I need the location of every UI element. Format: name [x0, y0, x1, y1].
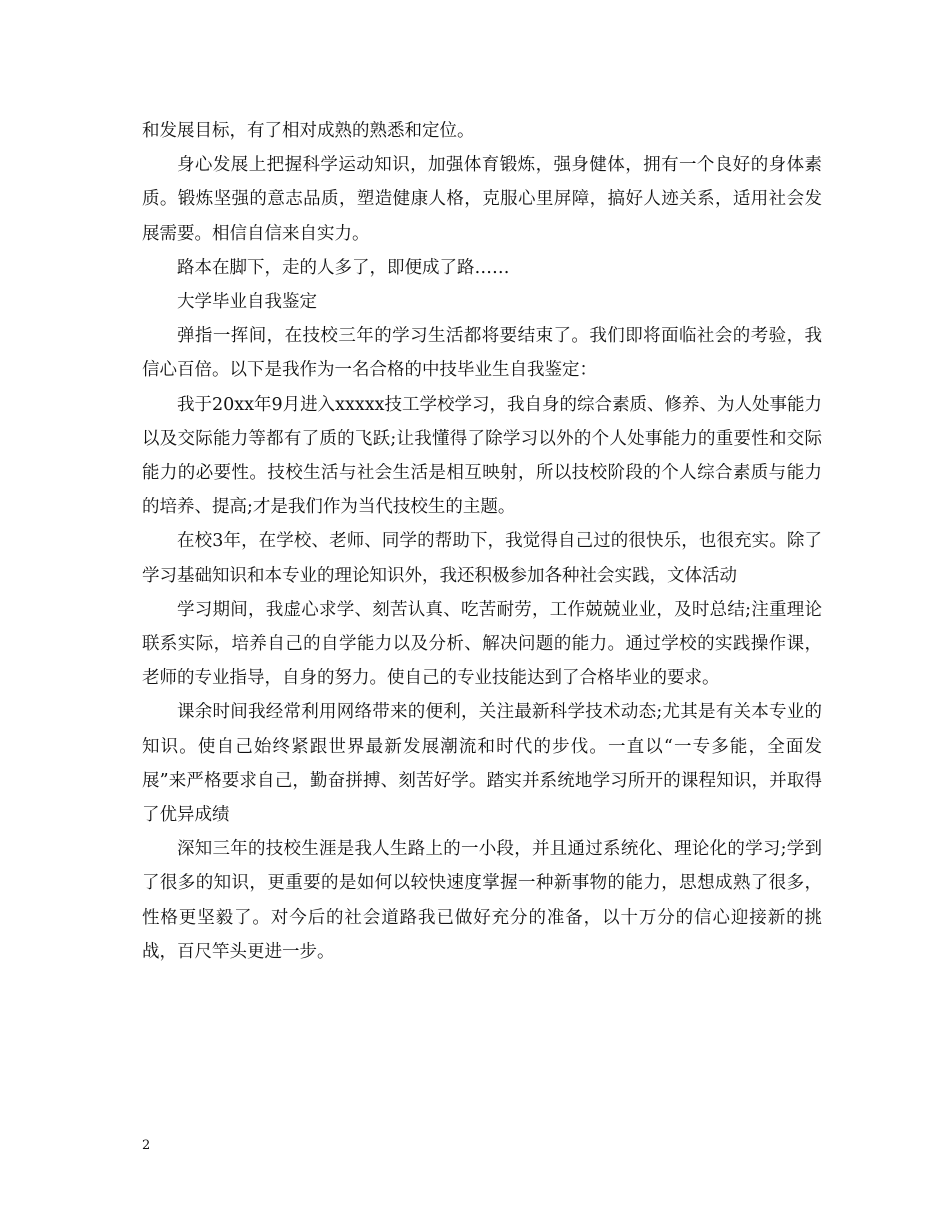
page-number: 2: [142, 1138, 151, 1153]
paragraph-1: 和发展目标，有了相对成熟的熟悉和定位。: [142, 121, 475, 141]
paragraph-10: 深知三年的技校生涯是我人生路上的一小段，并且通过系统化、理论化的学习;学到了很多的知识，更重要的是如何以较快速度掌握一种新事物的能力，思想成熟了很多，性格更坚毅了。对今后的社会道路我已做好充分的准备，以十万分的信心迎接新的挑战，百尺竿头更进一步。: [142, 839, 822, 962]
paragraph-7: 在校3年，在学校、老师、同学的帮助下，我觉得自己过的很快乐，也很充实。除了学习基础知识和本专业的理论知识外，我还积极参加各种社会实践，文体活动: [142, 531, 822, 586]
paragraph-9: 课余时间我经常利用网络带来的便利，关注最新科学技术动态;尤其是有关本专业的知识。使自己始终紧跟世界最新发展潮流和时代的步伐。一直以“一专多能，全面发展”来严格要求自己，勤奋拼搏、刻苦好学。踏实并系统地学习所开的课程知识，并取得了优异成绩: [142, 702, 822, 826]
paragraph-3: 路本在脚下，走的人多了，即便成了路……: [177, 257, 510, 278]
document-body: [142, 114, 822, 969]
paragraph-2: 身心发展上把握科学运动知识，加强体育锻炼，强身健体，拥有一个良好的身体素质。锻炼坚强的意志品质，塑造健康人格，克服心里屏障，搞好人迹关系，适用社会发展需要。相信自信来自实力。: [142, 155, 822, 244]
paragraph-6: 我于20xx年9月进入xxxxx技工学校学习，我自身的综合素质、修养、为人处事能力以及交际能力等都有了质的飞跃;让我懂得了除学习以外的个人处事能力的重要性和交际能力的必要性。技校生活与社会生活是相互映射，所以技校阶段的个人综合素质与能力的培养、提高;才是我们作为当代技校生的主题。: [142, 394, 822, 518]
paragraph-5: 弹指一挥间，在技校三年的学习生活都将要结束了。我们即将面临社会的考验，我信心百倍。以下是我作为一名合格的中技毕业生自我鉴定：: [142, 326, 822, 381]
paragraph-8: 学习期间，我虚心求学、刻苦认真、吃苦耐劳，工作兢兢业业，及时总结;注重理论联系实际，培养自己的自学能力以及分析、解决问题的能力。通过学校的实践操作课，老师的专业指导，自身的努力。使自己的专业技能达到了合格毕业的要求。: [142, 599, 822, 689]
section-heading: 大学毕业自我鉴定: [177, 292, 317, 313]
